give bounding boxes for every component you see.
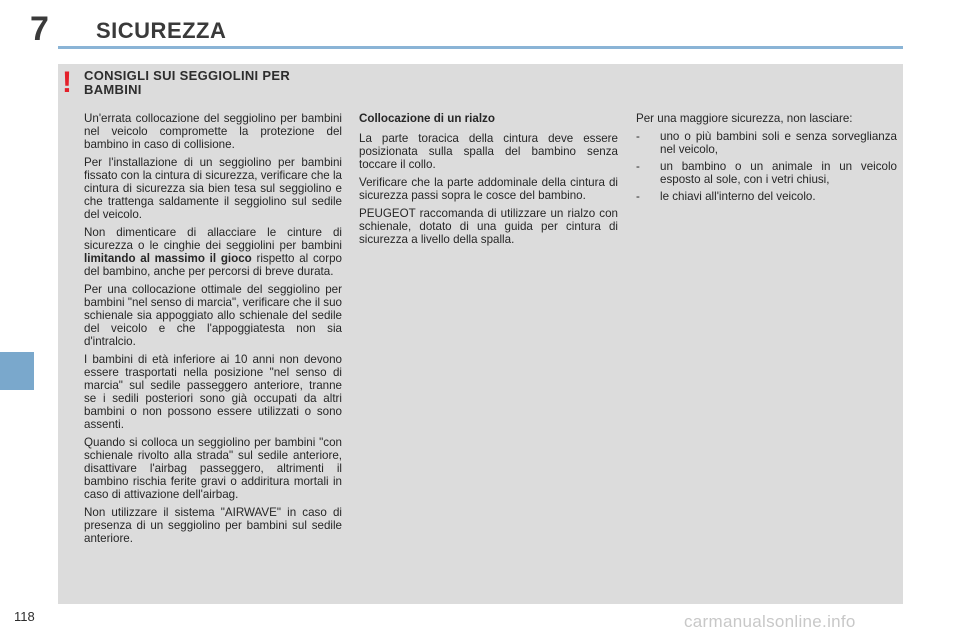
emphasis-text: limitando al massimo il gioco <box>84 252 252 265</box>
chapter-number: 7 <box>30 10 49 48</box>
paragraph-text: Non dimenticare di allacciare le cinture di sicurezza o le cinghie dei seggiolini per bambini <box>84 226 342 252</box>
paragraph: PEUGEOT raccomanda di utilizzare un rialzo con schienale, dotato di una guida per cintura di sicurezza a livello della spalla. <box>359 207 618 246</box>
header-rule <box>58 46 903 49</box>
list-item-text: un bambino o un animale in un veicolo esposto al sole, con i vetri chiusi, <box>660 160 897 186</box>
paragraph: Quando si colloca un seggiolino per bambini "con schienale rivolto alla strada" sul sedile anteriore, disattivare l'airbag passeggero, altrimenti il bambino rischia ferite gravi o addiritura mortali in caso di attivazione dell'airbag. <box>84 436 342 501</box>
paragraph: Per l'installazione di un seggiolino per bambini fissato con la cintura di sicurezza, verificare che la cintura di sicurezza sia bien tesa sul seggiolino e che trattenga saldamente il seggiolino sul sedile del veicolo. <box>84 156 342 221</box>
list-item-text: uno o più bambini soli e senza sorveglianza nel veicolo, <box>660 130 897 156</box>
paragraph: Verificare che la parte addominale della cintura di sicurezza passi sopra le cosce del bambino. <box>359 176 618 202</box>
paragraph: Un'errata collocazione del seggiolino per bambini nel veicolo compromette la protezione del bambino in caso di collisione. <box>84 112 342 151</box>
paragraph: Per una maggiore sicurezza, non lasciare: <box>636 112 853 125</box>
paragraph-text: rispetto al corpo del bambino, anche per percorsi di breve durata. <box>84 252 342 278</box>
watermark: carmanualsonline.info <box>684 612 856 631</box>
paragraph <box>84 226 342 278</box>
paragraph: Per una collocazione ottimale del seggiolino per bambini "nel senso di marcia", verificare che il suo schienale sia appoggiato allo schienale del sedile del veicolo e che l'appoggiatesta non sia d'intralcio. <box>84 283 342 348</box>
section-subtitle: Collocazione di un rialzo <box>359 112 495 125</box>
chapter-side-tab <box>0 352 34 390</box>
paragraph: La parte toracica della cintura deve essere posizionata sulla spalla del bambino senza toccare il collo. <box>359 132 618 171</box>
chapter-title: SICUREZZA <box>96 18 227 43</box>
column-2 <box>359 112 618 251</box>
panel-title: CONSIGLI SUI SEGGIOLINI PER BAMBINI <box>84 68 291 97</box>
column-1 <box>84 112 342 550</box>
list-item <box>636 130 897 156</box>
page-number: 118 <box>14 609 35 624</box>
list-dash: - <box>636 190 640 203</box>
paragraph: I bambini di età inferiore ai 10 anni non devono essere trasportati nella posizione "nel senso di marcia" sul sedile passeggero anteriore, tranne se i sedili posteriori sono già occupati da altri bambini o non possono essere utilizzati o sono assenti. <box>84 353 342 431</box>
list-dash: - <box>636 160 640 173</box>
column-3 <box>636 112 897 207</box>
list-item <box>636 190 897 203</box>
list-item <box>636 160 897 186</box>
list-dash: - <box>636 130 640 143</box>
warning-icon: ! <box>62 66 72 99</box>
list-item-text: le chiavi all'interno del veicolo. <box>660 190 816 203</box>
warning-list <box>636 130 897 203</box>
paragraph: Non utilizzare il sistema "AIRWAVE" in caso di presenza di un seggiolino per bambini sul sedile anteriore. <box>84 506 342 545</box>
